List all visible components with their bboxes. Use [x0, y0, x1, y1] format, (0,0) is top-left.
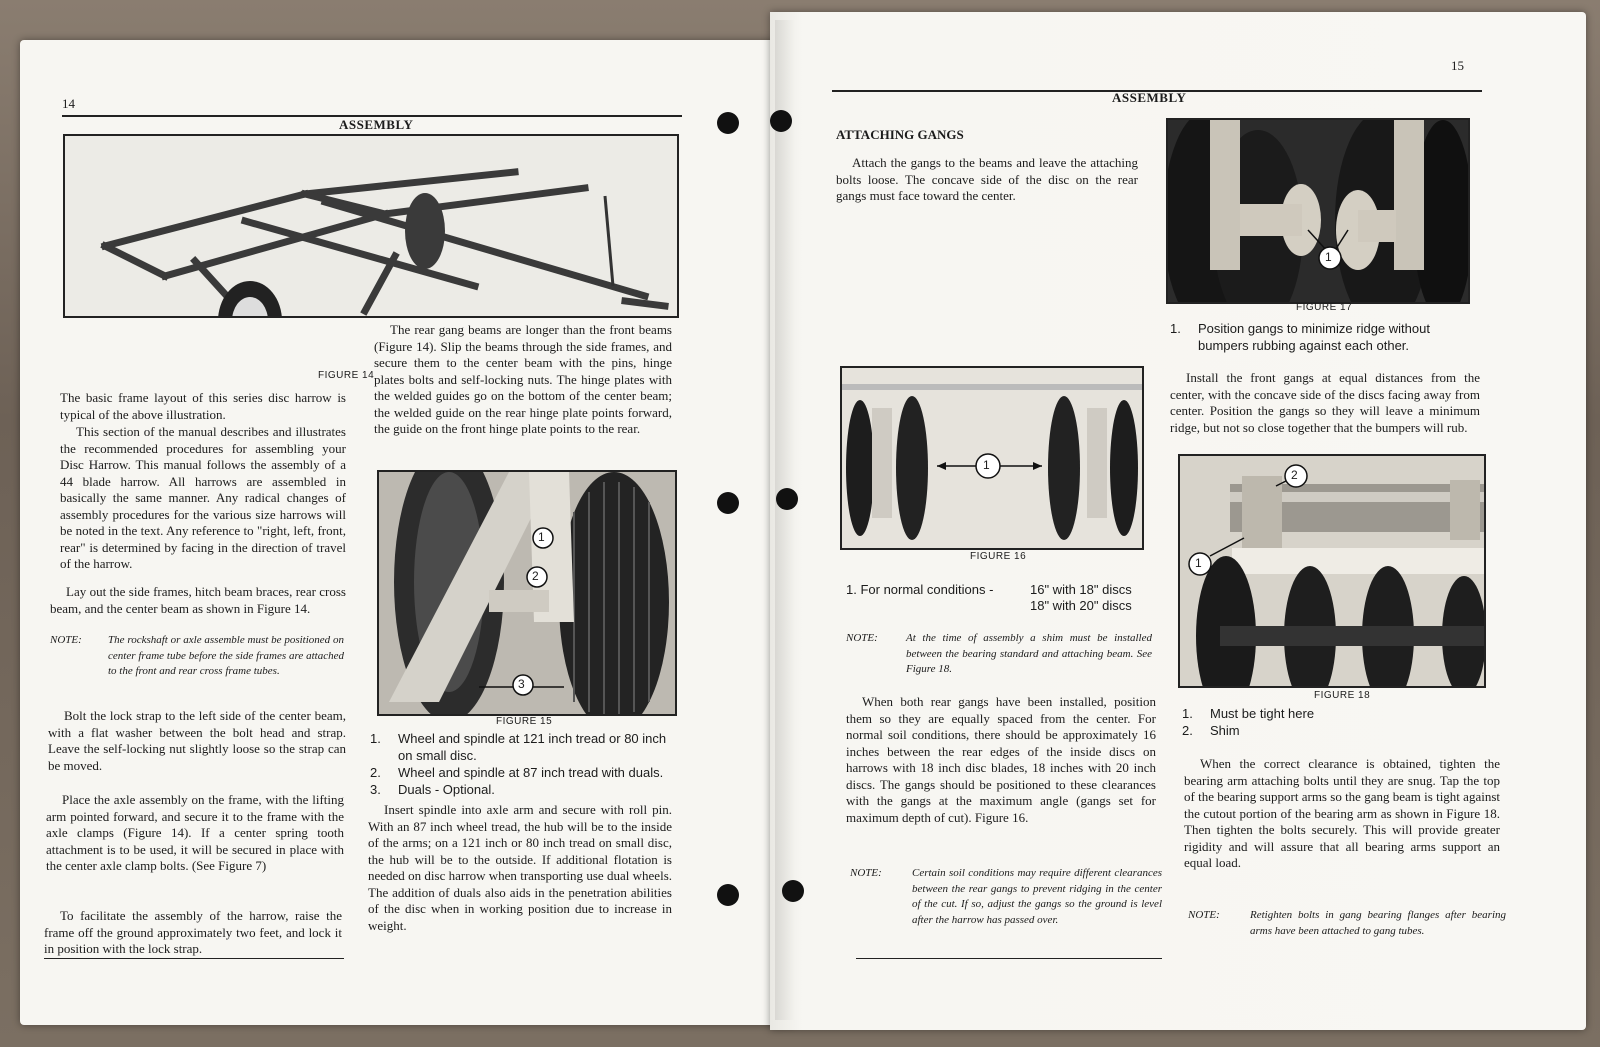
figure-15-label: FIGURE 15	[496, 716, 553, 727]
bolt-paragraph: Bolt the lock strap to the left side of the center beam, with a flat washer between the bolt head and strap. Leave the self-locking nut slightly loose so the strap can be moved.	[48, 708, 346, 773]
note-label: NOTE:	[1188, 909, 1220, 921]
raise-paragraph: To facilitate the assembly of the harrow, raise the frame off the ground approximately two feet, and lock it in position with the lock strap.	[44, 908, 342, 956]
harrow-frame-illustration	[65, 136, 677, 316]
rear-gang-paragraph: The rear gang beams are longer than the front beams (Figure 14). Slip the beams through the side frames, and secure them to the center beam with the pins, hinge plates bolts and self-locking nuts. The hinge plates with the welded guides go on the bottom of the center beam; the welded guide on the rear hinge plate points forward, the guide on the front hinge plate points to the rear.	[374, 322, 672, 436]
page-number: 14	[62, 96, 75, 111]
page-number: 15	[1451, 58, 1464, 73]
note-text: Retighten bolts in gang bearing flanges after bearing arms have been attached to gang tubes.	[1250, 909, 1506, 937]
list-item: 1. Must be tight here	[1182, 706, 1315, 721]
callout-3: 3	[518, 677, 525, 691]
figure-18-label: FIGURE 18	[1314, 690, 1371, 701]
list-item: 1. Position gangs to minimize ridge without bumpers rubbing against each other.	[1170, 321, 1430, 353]
bearing-arm-photo	[1180, 456, 1484, 686]
rear-gangs-photo	[842, 368, 1142, 548]
callout-2: 2	[1291, 468, 1298, 482]
figure-17-list	[1170, 320, 1480, 354]
figure-14-image	[63, 134, 679, 318]
front-gangs-paragraph: Install the front gangs at equal distances from the center, with the concave side of the discs facing away from center. Position the gangs so they will leave a minimum ridge, but not so close together that the bumpers will rub.	[1170, 370, 1480, 435]
callout-1: 1	[1195, 556, 1202, 570]
note-label: NOTE:	[850, 867, 882, 879]
note-label: NOTE:	[50, 634, 82, 646]
note-text: At the time of assembly a shim must be installed between the bearing standard and attaching beam. See Figure 18.	[906, 632, 1152, 675]
intro-paragraph: This section of the manual describes and illustrates the recommended procedures for assembling your Disc Harrow. This manual follows the assembly of a 44 blade harrow. All harrows are assembled in basically the same manner. Any radical changes of assembly procedures for the various size harrows will be noted in the text. Any reference to "right, left, front, rear" is determined by facing in the direction of travel of the harrow.	[60, 424, 346, 571]
list-item: 3. Duals - Optional.	[370, 782, 495, 797]
punch-hole	[782, 880, 804, 902]
layout-paragraph: Lay out the side frames, hitch beam braces, rear cross beam, and the center beam as shown in Figure 14.	[50, 584, 346, 616]
punch-hole	[717, 884, 739, 906]
clearance-value: 16" with 18" discs	[1030, 582, 1132, 597]
callout-1: 1	[1325, 250, 1332, 264]
intro-paragraph: The basic frame layout of this series disc harrow is typical of the above illustration.	[60, 390, 346, 422]
footer-rule	[44, 958, 344, 959]
footer-rule	[856, 958, 1162, 959]
figure-14-label: FIGURE 14	[318, 370, 375, 381]
page-header: ASSEMBLY	[339, 117, 414, 132]
note-block	[50, 633, 346, 697]
section-title: ATTACHING GANGS	[836, 127, 964, 142]
figure-16-label: FIGURE 16	[970, 551, 1027, 562]
callout-2: 2	[532, 569, 539, 583]
callout-1: 1	[538, 530, 545, 544]
note-block	[1188, 908, 1508, 942]
figure-17-image	[1166, 118, 1470, 304]
bumpers-photo	[1168, 120, 1468, 302]
note-text: The rockshaft or axle assemble must be positioned on center frame tube before the side frames are attached to the front and rear cross frame tubes.	[108, 634, 344, 677]
figure-17-label: FIGURE 17	[1296, 302, 1353, 313]
rear-gangs-paragraph: When both rear gangs have been installed, position them so they are equally spaced from the center. For normal soil conditions, there should be approximately 16 inches between the rear edges of the inside discs on harrows with 18 inch disc blades, 18 inches with 20 inch discs. The gangs should be positioned to these clearances with the gangs at the maximum angle (gangs set for maximum depth of cut). Figure 16.	[846, 694, 1156, 825]
list-item: 2. Shim	[1182, 723, 1240, 738]
figure-16-item: 1. For normal conditions -	[846, 582, 994, 597]
figure-15-image	[377, 470, 677, 716]
punch-hole	[776, 488, 798, 510]
page-header: ASSEMBLY	[1112, 90, 1187, 105]
figure-16-image	[840, 366, 1144, 550]
note-block	[850, 866, 1162, 946]
callout-1: 1	[983, 458, 990, 472]
punch-hole	[717, 112, 739, 134]
clearance-value: 18" with 20" discs	[1030, 598, 1132, 613]
note-text: Certain soil conditions may require different clearances between the rear gangs to prevent ridging in the center of the cut. If so, adjust the gangs so the ground is level after the harrow has passed over.	[912, 867, 1162, 926]
list-item: 1. Wheel and spindle at 121 inch tread or 80 inch on small disc.	[370, 731, 667, 763]
figure-18-image	[1178, 454, 1486, 688]
note-label: NOTE:	[846, 632, 878, 644]
attach-paragraph: Attach the gangs to the beams and leave the attaching bolts loose. The concave side of the disc on the rear gangs must face toward the center.	[836, 155, 1138, 203]
figure-15-callouts	[379, 472, 675, 714]
punch-hole	[770, 110, 792, 132]
punch-hole	[717, 492, 739, 514]
axle-paragraph: Place the axle assembly on the frame, with the lifting arm pointed forward, and secure it to the frame with the axle clamps (Figure 14). If a center spring tooth attachment is to be used, it will be secured in place with the center axle clamp bolts. (See Figure 7)	[46, 792, 344, 873]
binding-gutter	[775, 20, 795, 1020]
figure-15-list	[370, 730, 674, 798]
list-item: 2. Wheel and spindle at 87 inch tread with duals.	[370, 765, 664, 780]
figure-18-list	[1182, 705, 1482, 739]
spindle-paragraph: Insert spindle into axle arm and secure with roll pin. With an 87 inch wheel tread, the hub will be to the inside of the arms; on a 121 inch or 80 inch tread on small disc, the hub will be to the outside. If additional flotation is needed on disc harrow when transporting use dual wheels. The addition of duals also aids in the penetration abilities of the disc when in working position due to increase in weight.	[368, 802, 672, 933]
clearance-paragraph: When the correct clearance is obtained, tighten the bearing arm attaching bolts until they are snug. Tap the top of the bearing support arms so the gang beam is tight against the cutout portion of the bearing arm as shown in Figure 18. Then tighten the bolts securely. This will provide greater rigidity and will assure that all bearing arms support an equal load.	[1184, 756, 1500, 870]
note-block	[846, 631, 1152, 679]
